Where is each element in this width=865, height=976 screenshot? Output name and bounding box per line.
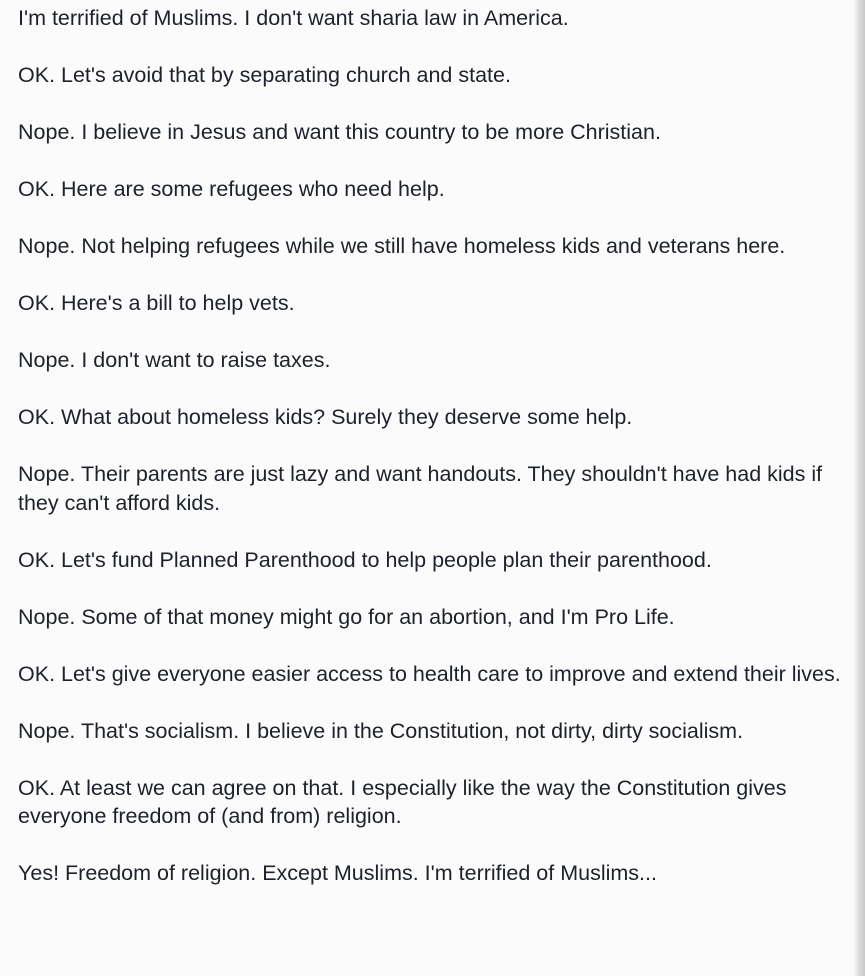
post-paragraph-4: OK. Here are some refugees who need help. <box>18 177 445 201</box>
post-paragraph-14: OK. At least we can agree on that. I especially like the way the Constitution gives everyone freedom of (and from) religion. <box>18 775 787 828</box>
post-paragraph-15: Yes! Freedom of religion. Except Muslims. I'm terrified of Muslims... <box>18 861 657 885</box>
post-paragraph-11: Nope. Some of that money might go for an abortion, and I'm Pro Life. <box>18 604 675 629</box>
post-paragraph-13: Nope. That's socialism. I believe in the Constitution, not dirty, dirty socialism. <box>18 718 744 743</box>
screen-edge-shadow <box>853 0 865 976</box>
post-paragraph-5: Nope. Not helping refugees while we still have homeless kids and veterans here. <box>18 234 786 258</box>
post-paragraph-10: OK. Let's fund Planned Parenthood to help people plan their parenthood. <box>18 547 712 572</box>
post-paragraph-9: Nope. Their parents are just lazy and want handouts. They shouldn't have had kids if they can't afford kids. <box>18 462 823 515</box>
post-paragraph-3: Nope. I believe in Jesus and want this country to be more Christian. <box>18 120 661 144</box>
post-paragraph-8: OK. What about homeless kids? Surely they deserve some help. <box>18 405 633 429</box>
post-paragraph-2: OK. Let's avoid that by separating church and state. <box>18 63 511 87</box>
post-paragraph-7: Nope. I don't want to raise taxes. <box>18 348 331 372</box>
post-paragraph-1: I'm terrified of Muslims. I don't want sharia law in America. <box>18 6 569 30</box>
post-paragraph-6: OK. Here's a bill to help vets. <box>18 291 295 315</box>
post-paragraph-12: OK. Let's give everyone easier access to health care to improve and extend their lives. <box>18 661 841 686</box>
